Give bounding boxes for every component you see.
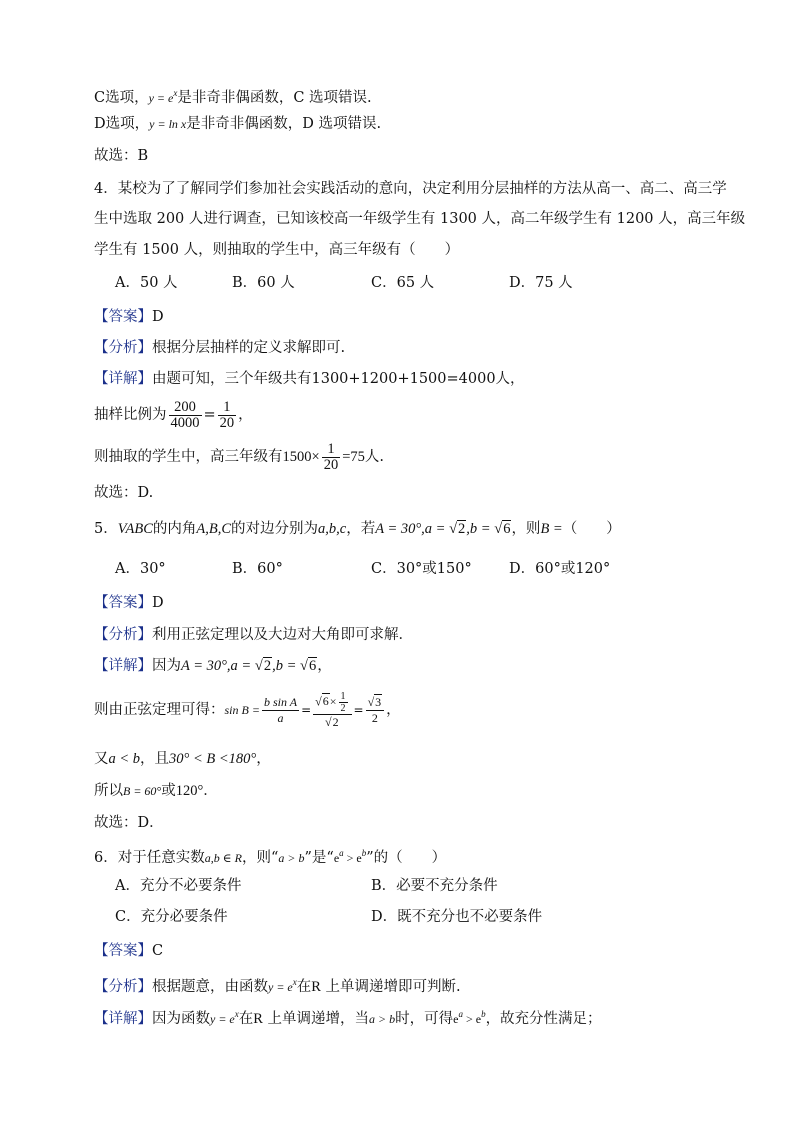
answer-tag: 【答案】 (94, 595, 152, 611)
q4-answer: 【答案】D (94, 309, 164, 325)
q4-detail: 【详解】由题可知，三个年级共有1300+1200+1500=4000人， (94, 371, 525, 387)
d-option-explanation: D选项，y = ln x是非奇非偶函数，D 选项错误. (94, 116, 382, 132)
fraction: $\frac{1}{20}$ (323, 440, 339, 473)
q5-so-line: 所以B = 60°或120°． (94, 783, 218, 799)
fraction: $\frac{\text{b sin A}}{a}$ (263, 694, 298, 725)
q4-option-c: C．65 人 (371, 275, 435, 291)
q4-stem-line3: 学生有 1500 人，则抽取的学生中，高三年级有（ ） (94, 242, 460, 258)
q4-count-line: 则抽取的学生中，高三年级有1500× $\frac{1}{20}$ =75人. (94, 440, 384, 473)
analysis-tag: 【分析】 (94, 627, 152, 643)
analysis-tag: 【分析】 (94, 340, 152, 356)
q5-answer: 【答案】D (94, 595, 164, 611)
q4-stem-line2: 生中选取 200 人进行调查，已知该校高一年级学生有 1300 人，高二年级学生有 1200 人，高三年级 (94, 211, 746, 227)
q4-conclusion: 故选：D. (94, 485, 154, 501)
detail-tag: 【详解】 (94, 1010, 152, 1027)
fraction: $\frac{1}{20}$ (219, 398, 235, 431)
answer-tag: 【答案】 (94, 943, 152, 959)
q4-option-a: A．50 人 (115, 275, 178, 291)
q5-analysis: 【分析】利用正弦定理以及大边对大角即可求解． (94, 627, 413, 643)
q5-option-c: C．30°或150° (371, 561, 472, 577)
q6-detail: 【详解】因为函数$y = e^x$在R 上单调递增，当a > b时，可得$e^a > e^b$，故充分性满足； (94, 1009, 602, 1027)
fraction: $\frac{200}{4000}$ (170, 398, 200, 431)
c-option-explanation: C选项，$y = e^x$是非奇非偶函数，C 选项错误. (94, 88, 372, 106)
q4-option-d: D．75 人 (509, 275, 573, 291)
q6-answer: 【答案】C (94, 943, 164, 959)
q6-option-b: B．必要不充分条件 (371, 878, 498, 894)
fraction: √6× $\frac{1}{2}$ √2 (313, 691, 351, 730)
q6-option-a: A．充分不必要条件 (115, 878, 242, 894)
q4-option-b: B．60 人 (232, 275, 295, 291)
answer-tag: 【答案】 (94, 309, 152, 325)
q5-option-a: A．30° (115, 561, 166, 577)
detail-tag: 【详解】 (94, 371, 152, 387)
prev-answer-line: 故选：B (94, 148, 149, 164)
q6-analysis: 【分析】根据题意，由函数$y = e^x$在R 上单调递增即可判断. (94, 977, 461, 995)
q5-also-line: 又a < b，且30° < B <180°， (94, 751, 271, 767)
q5-detail: 【详解】因为A = 30°,a = √2,b = √6， (94, 658, 332, 674)
q6-stem: 6．对于任意实数a,b ∈ R，则“a > b”是“$e^a > e^b$”的（ ） (94, 848, 447, 866)
detail-tag: 【详解】 (94, 658, 152, 674)
q4-ratio-line: 抽样比例为 $\frac{200}{4000}$ = $\frac{1}{20}$ ， (94, 398, 253, 431)
fraction: $\frac{√3}{2}$ (366, 695, 385, 726)
q5-sine-rule-line: 则由正弦定理可得：sin B = $\frac{\text{b sin A}}{a}$ = √6× $\frac{1}{2}$ √2 = $\frac{√3}{2}$ ， (94, 690, 401, 729)
q5-option-b: B．60° (232, 561, 283, 577)
analysis-tag: 【分析】 (94, 978, 152, 995)
q5-option-d: D．60°或120° (509, 561, 611, 577)
q6-option-c: C．充分必要条件 (115, 909, 228, 925)
q4-stem-line1: 4．某校为了了解同学们参加社会实践活动的意向，决定利用分层抽样的方法从高一、高二、高三学 (94, 181, 727, 197)
q5-stem: 5．VABC的内角A,B,C的对边分别为a,b,c，若A = 30°,a = √2,b = √6，则B =（ ） (94, 521, 621, 537)
q6-option-d: D．既不充分也不必要条件 (371, 909, 543, 925)
q5-conclusion: 故选：D． (94, 815, 164, 831)
q4-analysis: 【分析】根据分层抽样的定义求解即可. (94, 340, 346, 356)
